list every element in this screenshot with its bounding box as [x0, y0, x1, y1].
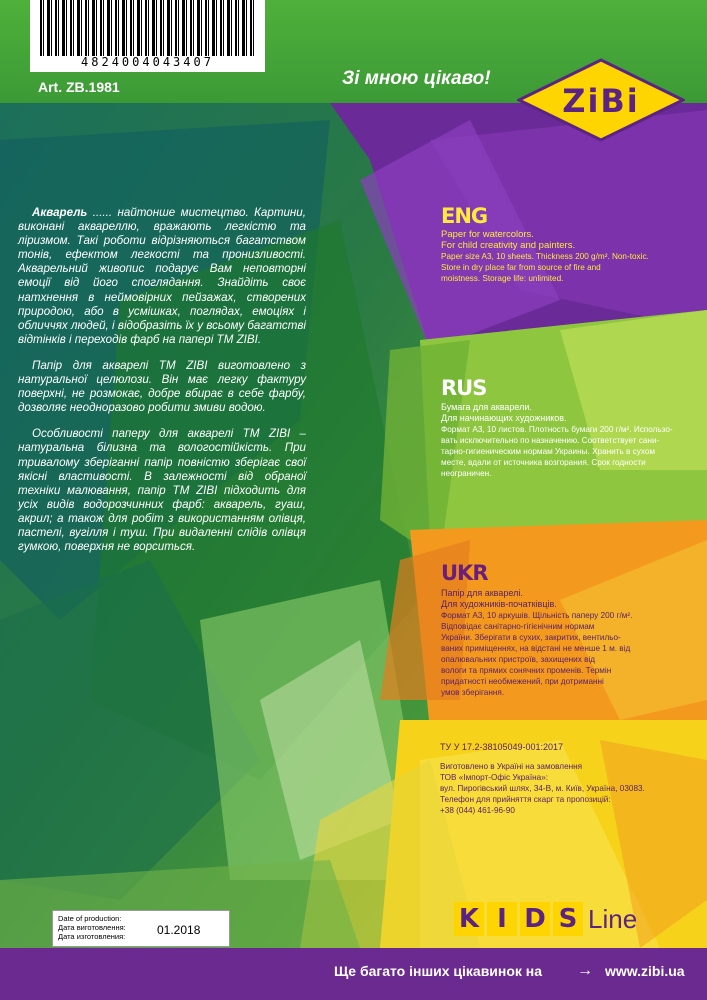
rus-heading: RUS	[441, 376, 487, 400]
manufacturer-line: +38 (044) 461-96-90	[440, 806, 515, 815]
arrow-right-icon: →	[577, 962, 593, 979]
manufacturer-info	[440, 742, 645, 816]
ukr-line: ваних приміщеннях, на відстані не менше 1 м. від	[441, 644, 631, 653]
ua-paragraph-2: Папір для акварелі ТМ ZIBI виготовлено з натуральної целюлози. Він має легку фактуру поверхні, не розмокає, добре вбирає в себе фарбу, дозволяє неодноразово робити змиви водою.	[18, 358, 306, 415]
rus-line: Для начинающих художников.	[441, 413, 567, 423]
production-date-box	[52, 910, 230, 947]
ukr-line: Відповідає санітарно-гігієнічним нормам	[441, 622, 595, 631]
eng-line: Paper size A3, 10 sheets. Thickness 200 g/m². Non-toxic.	[441, 252, 649, 261]
ukrainian-description	[18, 206, 306, 566]
kids-line-logo	[454, 902, 637, 942]
barcode-number: 4824004043407	[81, 55, 214, 69]
zibi-logo	[517, 58, 685, 142]
ukr-line: опалювальних пристроїв, захищених від	[441, 655, 596, 664]
manufacturer-line: ТОВ «Імпорт-Офіс Україна»:	[440, 773, 549, 782]
ukr-line: Формат А3, 10 аркушів. Щільність паперу 200 г/м².	[441, 611, 633, 620]
eng-line: Store in dry place far from source of fire and	[441, 263, 601, 272]
eng-line: Paper for watercolors.	[441, 229, 534, 240]
manufacturer-line: Виготовлено в Україні на замовлення	[440, 762, 583, 771]
ukr-line: Для художників-початківців.	[441, 599, 557, 609]
barcode	[30, 0, 265, 72]
manufacturer-line: вул. Пирогівський шлях, 34-В, м. Київ, Україна, 03083.	[440, 784, 645, 793]
website-link[interactable]: www.zibi.ua	[605, 963, 685, 979]
rus-line: Формат А3, 10 листов. Плотность бумаги 200 г/м². Использо-	[441, 425, 673, 434]
eng-heading: ENG	[441, 204, 488, 228]
ukr-line: Папір для акварелі.	[441, 588, 523, 598]
svg-text:ZiBi: ZiBi	[562, 82, 640, 120]
rus-line: вать исключительно по назначению. Соответствует сани-	[441, 436, 660, 445]
ukr-heading: UKR	[441, 561, 488, 585]
ukr-line: придатності необмежений, при дотриманні	[441, 677, 604, 686]
ua-paragraph-1: Акварель ...... найтонше мистецтво. Картини, виконані аквареллю, вражають легкістю та ліризмом. Такі роботи відрізняються багатством тонів, ефектом легкості та пронизливості. Акварельний живопис подарує Вам неповторні емоції від його споглядання. Знайдіть своє натхнення в неймовірних пейзажах, створених природою, або в усмішках, поглядах, емоціях і обличчях людей, і відобразіть їх у всьому багатстві відтінків і переходів фарб на папері ТМ ZIBI.	[18, 206, 306, 346]
kids-letter: I	[487, 902, 517, 936]
manufacturer-line: Телефон для прийняття скарг та пропозицій:	[440, 795, 611, 804]
kids-letter: K	[454, 902, 484, 936]
tu-standard: ТУ У 17.2-38105049-001:2017	[440, 742, 564, 752]
article-number: Art. ZB.1981	[38, 79, 120, 95]
kids-line-word: Line	[588, 904, 638, 934]
production-labels: Date of production: Дата виготовлення: Дата изготовления:	[58, 914, 126, 941]
rus-line: Бумага для акварели.	[441, 402, 532, 412]
rus-line: тарно-гигиеническим нормам Украины. Хранить в сухом	[441, 447, 656, 456]
eng-text	[441, 229, 701, 284]
kids-letter: D	[520, 902, 550, 936]
rus-text	[441, 402, 673, 479]
ukr-line: вологи та прямих сонячних променів. Термін	[441, 666, 612, 675]
rus-line: месте, вдали от источника возгорания. Срок годности	[441, 458, 646, 467]
footer-more-text: Ще багато інших цікавинок на	[334, 963, 543, 979]
production-date: 01.2018	[157, 923, 201, 937]
ukr-text	[441, 588, 632, 698]
ua-paragraph-3: Особливості паперу для акварелі ТМ ZIBI – натуральна білизна та вологостійкість. При тривалому зберіганні папір повністю зберігає свої якісні властивості. В залежності від обраної техніки малювання, папір ТМ ZIBI підходить для усіх видів водорозчинних фарб: акварель, гуаш, акрил; а також для робіт з використанням олівця, пастелі, вугілля і туш. При видаленні слідів олівця гумкою, поверхня не ворситься.	[18, 427, 306, 554]
ukr-line: умов зберігання.	[441, 688, 505, 697]
kids-letter: S	[553, 902, 583, 936]
ukr-line: України. Зберігати в сухих, закритих, вентильо-	[441, 633, 621, 642]
slogan: Зі мною цікаво!	[342, 68, 491, 89]
lead-word: Акварель	[32, 206, 88, 219]
barcode-bars	[40, 0, 255, 56]
eng-line: moistness. Storage life: unlimited.	[441, 274, 564, 283]
rus-line: неограничен.	[441, 469, 492, 478]
eng-line: For child creativity and painters.	[441, 240, 576, 251]
